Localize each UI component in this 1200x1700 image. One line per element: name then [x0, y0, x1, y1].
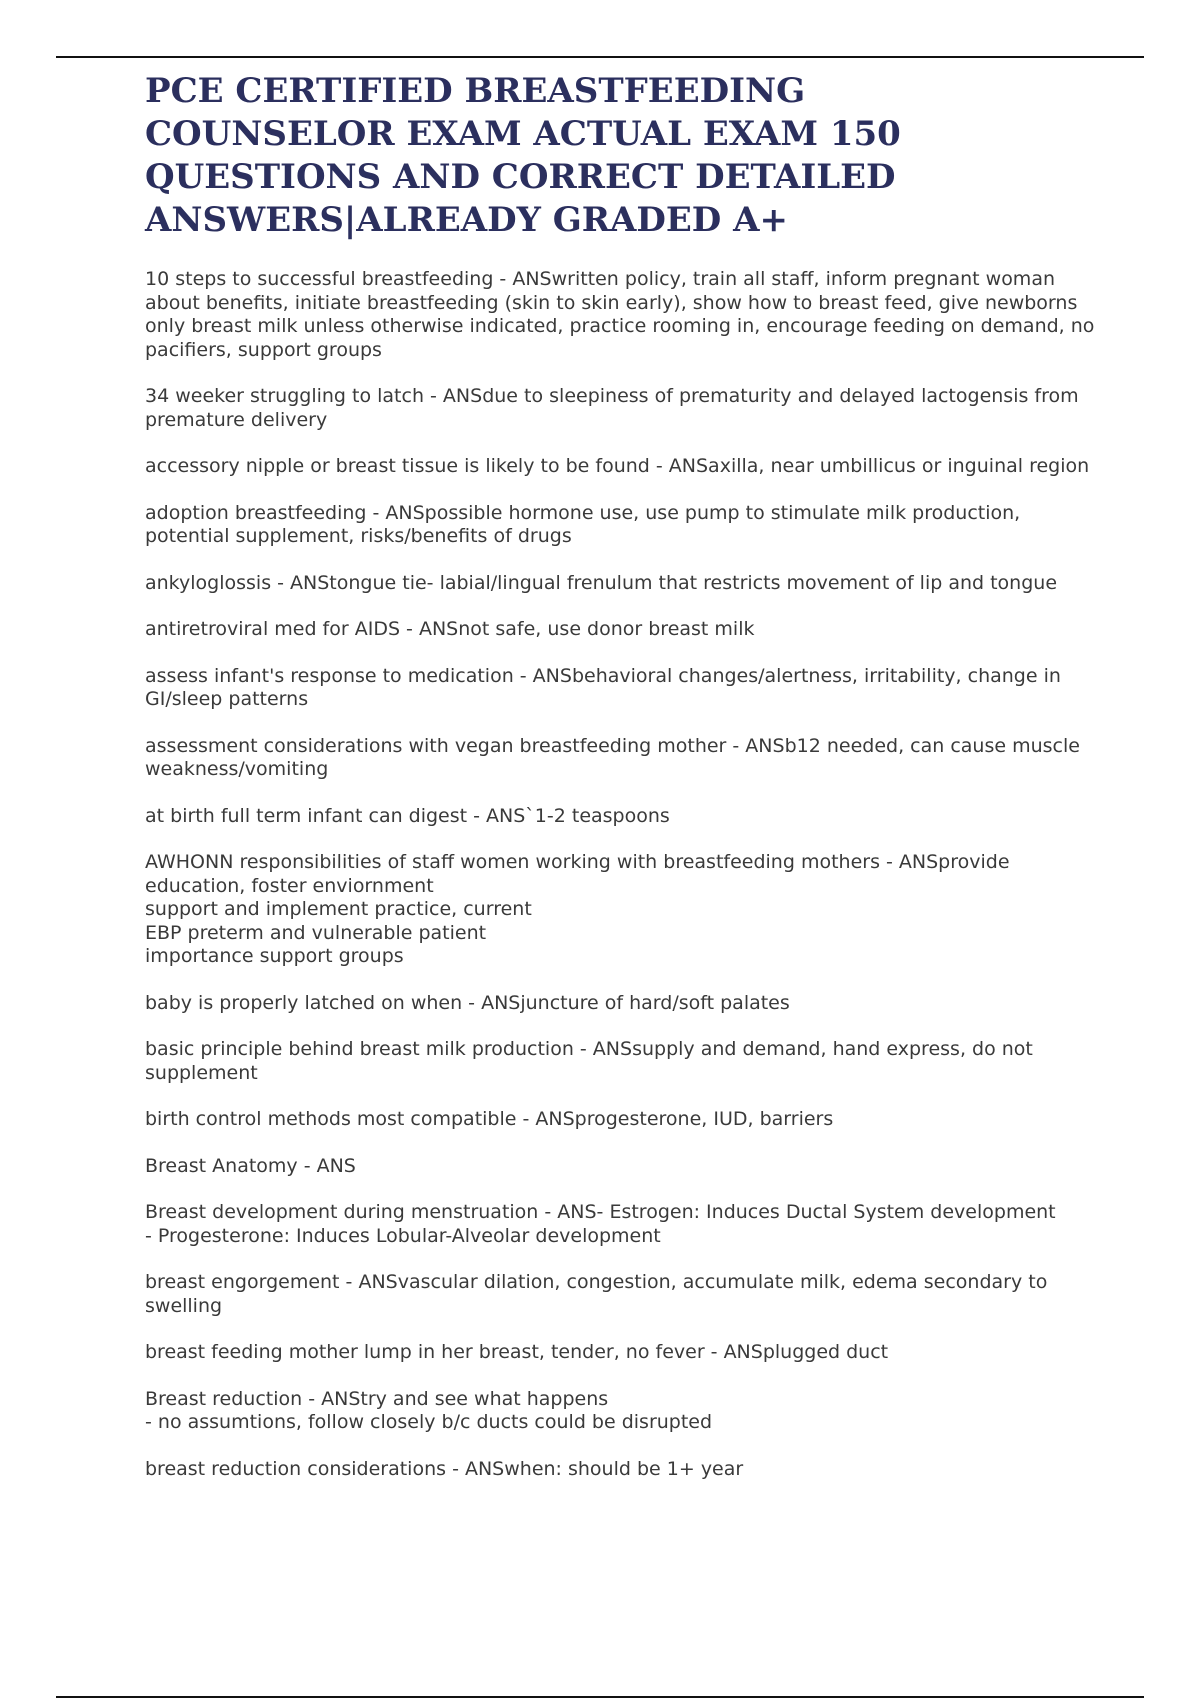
qa-entry [145, 1388, 1095, 1435]
qa-entry-line: importance support groups [145, 945, 404, 967]
qa-entry-line: breast reduction considerations - ANSwhen: should be 1+ year [145, 1457, 744, 1480]
top-rule [56, 56, 1144, 58]
qa-entry-line: 10 steps to successful breastfeeding - ANSwritten policy, train all staff, inform pregnant woman about benefits, initiate breastfeeding (skin to skin early), show how to breast feed, give newborns only breast milk unless otherwise indicated, practice rooming in, encourage feeding on demand, no pacifiers, support groups [145, 268, 1101, 361]
qa-entry [145, 1155, 1095, 1179]
qa-entry [145, 665, 1095, 712]
qa-entry [145, 1341, 1095, 1365]
qa-entry [145, 618, 1095, 642]
bottom-rule [56, 1696, 1144, 1698]
qa-entry-line: support and implement practice, current [145, 898, 532, 920]
qa-entry-line: AWHONN responsibilities of staff women working with breastfeeding mothers - ANSprovide education, foster enviornment [145, 851, 1016, 897]
qa-entry [145, 1038, 1095, 1085]
qa-entry-line: basic principle behind breast milk production - ANSsupply and demand, hand express, do not supplement [145, 1038, 1039, 1084]
qa-entry-line: ankyloglossis - ANStongue tie- labial/lingual frenulum that restricts movement of lip and tongue [145, 571, 1058, 594]
qa-entry-line: antiretroviral med for AIDS - ANSnot safe, use donor breast milk [145, 618, 755, 640]
qa-entry [145, 992, 1095, 1016]
document-title: PCE CERTIFIED BREASTFEEDING COUNSELOR EXAM ACTUAL EXAM 150 QUESTIONS AND CORRECT DETAILED ANSWERS|ALREADY GRADED A+ [145, 71, 901, 240]
qa-entry-line: Breast reduction - ANStry and see what happens [145, 1387, 609, 1410]
qa-entry [145, 1271, 1095, 1318]
qa-entry-line: at birth full term infant can digest - ANS`1-2 teaspoons [145, 804, 670, 827]
qa-entry [145, 455, 1095, 479]
qa-entry [145, 1201, 1095, 1248]
qa-entry-line: - Progesterone: Induces Lobular-Alveolar development [145, 1224, 661, 1247]
qa-entry [145, 572, 1095, 596]
qa-entry-line: Breast development during menstruation - ANS- Estrogen: Induces Ductal System development [145, 1201, 1056, 1223]
qa-entry-line: Breast Anatomy - ANS [145, 1154, 356, 1177]
qa-entry-line: EBP preterm and vulnerable patient [145, 921, 487, 944]
qa-entry-line: - no assumtions, follow closely b/c ducts could be disrupted [145, 1411, 713, 1433]
qa-entry [145, 805, 1095, 829]
qa-entry-line: assess infant's response to medication - ANSbehavioral changes/alertness, irritability, change in GI/sleep patterns [145, 664, 1067, 710]
qa-entry-line: accessory nipple or breast tissue is likely to be found - ANSaxilla, near umbillicus or inguinal region [145, 455, 1090, 477]
qa-entry [145, 268, 1101, 362]
qa-entry-line: breast feeding mother lump in her breast, tender, no fever - ANSplugged duct [145, 1341, 889, 1363]
document-body [145, 70, 1101, 1504]
qa-entry [145, 385, 1095, 432]
qa-entry [145, 1108, 1095, 1132]
qa-entry-line: adoption breastfeeding - ANSpossible hormone use, use pump to stimulate milk production, potential supplement, risks/benefits of drugs [145, 501, 1027, 547]
qa-list [145, 268, 1101, 1481]
qa-entry [145, 851, 1095, 969]
qa-entry-line: assessment considerations with vegan breastfeeding mother - ANSb12 needed, can cause muscle weakness/vomiting [145, 734, 1086, 780]
qa-entry [145, 735, 1095, 782]
qa-entry-line: birth control methods most compatible - ANSprogesterone, IUD, barriers [145, 1108, 834, 1130]
qa-entry [145, 502, 1095, 549]
qa-entry-line: baby is properly latched on when - ANSjuncture of hard/soft palates [145, 991, 790, 1014]
qa-entry-line: breast engorgement - ANSvascular dilation, congestion, accumulate milk, edema secondary to swelling [145, 1271, 1054, 1317]
qa-entry [145, 1458, 1095, 1482]
qa-entry-line: 34 weeker struggling to latch - ANSdue to sleepiness of prematurity and delayed lactogensis from premature delivery [145, 385, 1085, 431]
